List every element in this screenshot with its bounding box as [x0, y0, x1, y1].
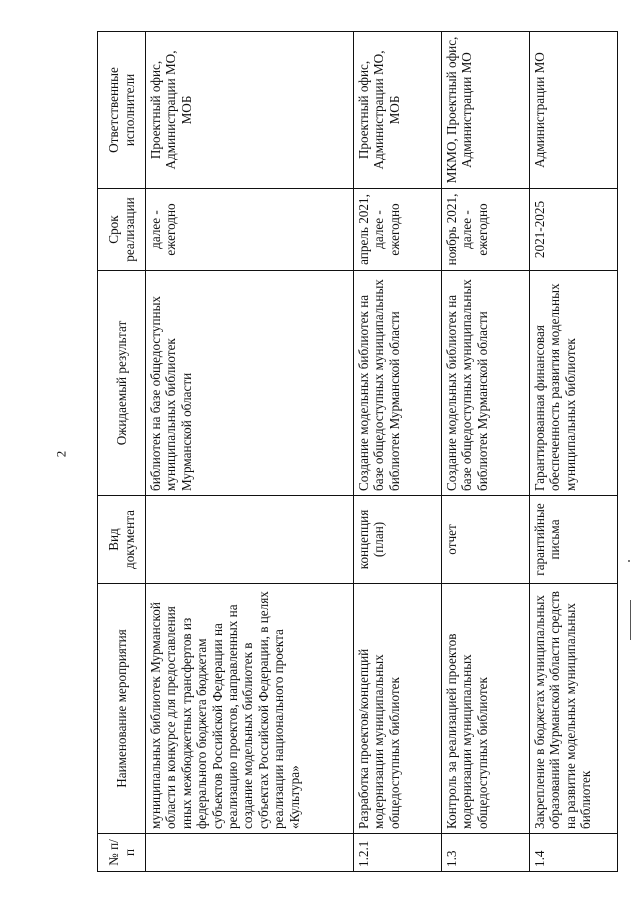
- row-name: муниципальных библиотек Мурманской области в конкурсе для предоставления иных межбюджетных трансфертов из федерального бюджета бюджетам субъектов Российской Федерации на реализацию проектов, направленных на создание модельных библиотек в субъектах Российской Федерации, в целях реализации национального проекта «Культура»: [146, 584, 354, 834]
- rotated-table-wrapper: [97, 32, 617, 872]
- row-num: 1.2.1: [354, 834, 442, 872]
- table-row: [354, 32, 442, 872]
- row-name: Разработка проектов/концепций модернизации муниципальных общедоступных библиотек: [354, 584, 442, 834]
- header-term: Срок реализации: [98, 189, 146, 271]
- row-result: Создание модельных библиотек на базе общедоступных муниципальных библиотек Мурманской области: [354, 271, 442, 496]
- row-num: [146, 834, 354, 872]
- table-header-row: [98, 32, 146, 872]
- row-name: Контроль за реализацией проектов модернизации муниципальных общедоступных библиотек: [442, 584, 530, 834]
- row-result: Создание модельных библиотек на базе общедоступных муниципальных библиотек Мурманской области: [442, 271, 530, 496]
- row-doc: отчет: [442, 496, 530, 584]
- row-term: далее - ежегодно: [146, 189, 354, 271]
- row-num: 1.3: [442, 834, 530, 872]
- row-result: библиотек на базе общедоступных муниципальных библиотек Мурманской области: [146, 271, 354, 496]
- header-doc: Вид документа: [98, 496, 146, 584]
- table-row: [442, 32, 530, 872]
- row-term: ноябрь 2021, далее - ежегодно: [442, 189, 530, 271]
- margin-mark: [630, 600, 631, 640]
- row-term: 2021-2025: [530, 189, 618, 271]
- row-doc: концепция (план): [354, 496, 442, 584]
- row-resp: Администрации МО: [530, 32, 618, 189]
- row-doc: гарантийные письма: [530, 496, 618, 584]
- table-row: [530, 32, 618, 872]
- header-result: Ожидаемый результат: [98, 271, 146, 496]
- scan-dot: [628, 560, 630, 562]
- header-resp: Ответственные исполнители: [98, 32, 146, 189]
- header-name: Наименование мероприятия: [98, 584, 146, 834]
- header-num: № п/п: [98, 834, 146, 872]
- table-row: [146, 32, 354, 872]
- row-result: Гарантированная финансовая обеспеченность развития модельных муниципальных библиотек: [530, 271, 618, 496]
- row-num: 1.4: [530, 834, 618, 872]
- page-number: 2: [53, 450, 69, 458]
- measures-table: [97, 31, 618, 872]
- row-term: апрель 2021, далее - ежегодно: [354, 189, 442, 271]
- row-resp: МКМО, Проектный офис, Администрации МО: [442, 32, 530, 189]
- row-name: Закрепление в бюджетах муниципальных образований Мурманской области средств на развитие модельных муниципальных библиотек: [530, 584, 618, 834]
- row-resp: Проектный офис, Администрации МО, МОБ: [146, 32, 354, 189]
- row-resp: Проектный офис, Администрации МО, МОБ: [354, 32, 442, 189]
- row-doc: [146, 496, 354, 584]
